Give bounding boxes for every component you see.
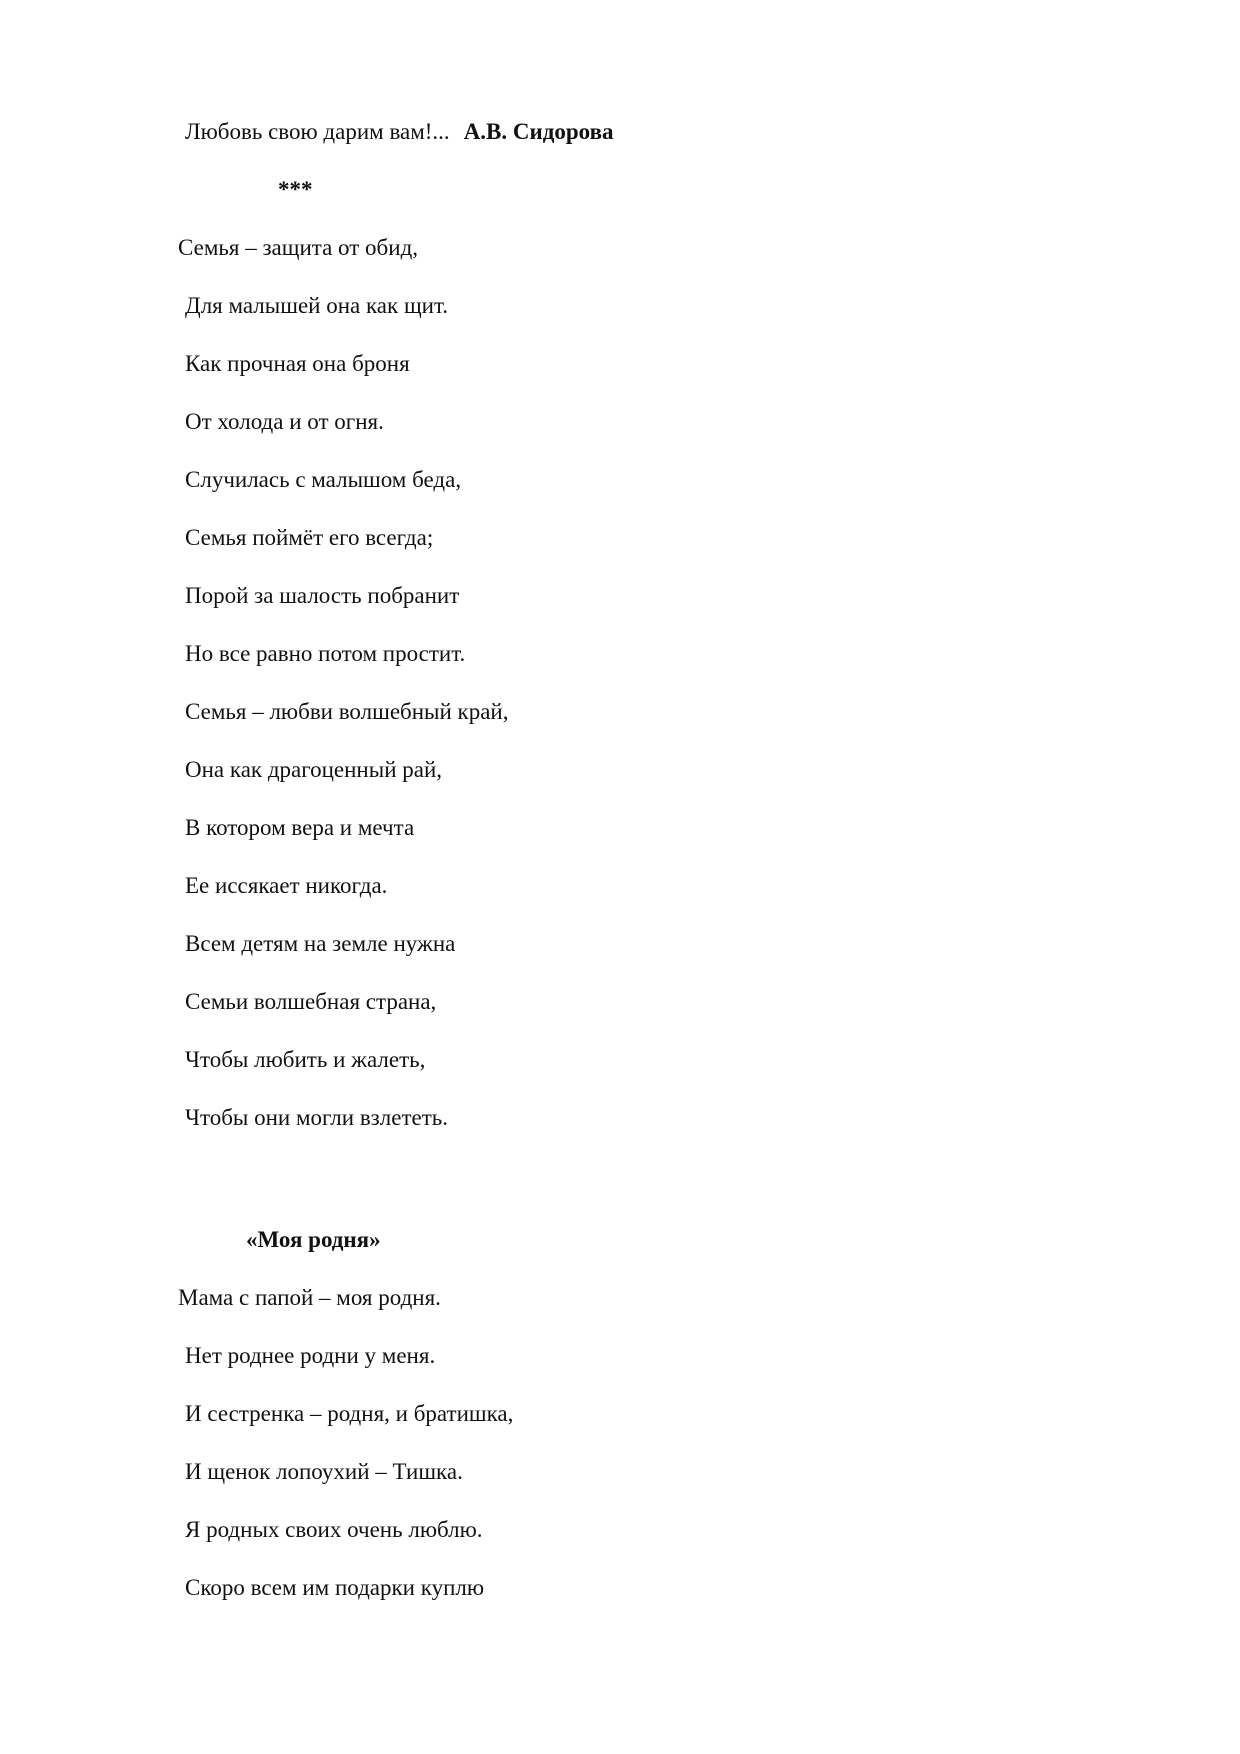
poem2-line: Я родных своих очень люблю. — [185, 1517, 483, 1542]
poem1-line: Чтобы они могли взлететь. — [185, 1105, 449, 1130]
poem1-line: В котором вера и мечта — [185, 815, 415, 840]
poem1-line: От холода и от огня. — [185, 409, 384, 434]
header-title: Любовь свою дарим вам!... — [185, 119, 450, 144]
poem1-title: *** — [278, 177, 313, 202]
poem1-line: Семьи волшебная страна, — [185, 989, 437, 1014]
poem1-line: Случилась с малышом беда, — [185, 467, 462, 492]
poem1-line: Всем детям на земле нужна — [185, 931, 456, 956]
poem2-title: «Моя родня» — [246, 1227, 381, 1252]
poem1-line: Порой за шалость побранит — [185, 583, 460, 608]
poem2-line: Нет роднее родни у меня. — [185, 1343, 436, 1368]
poem2-line: И сестренка – родня, и братишка, — [185, 1401, 514, 1426]
poem1-line: Семья – любви волшебный край, — [185, 699, 509, 724]
document-header — [185, 118, 614, 146]
poem1-line: Ее иссякает никогда. — [185, 873, 388, 898]
poem1-line: Она как драгоценный рай, — [185, 757, 443, 782]
poem2-line: Мама с папой – моя родня. — [178, 1285, 441, 1310]
poem1-line: Для малышей она как щит. — [185, 293, 449, 318]
poem1-line: Семья – защита от обид, — [178, 235, 419, 260]
poem1-line: Но все равно потом простит. — [185, 641, 466, 666]
poem2-line: И щенок лопоухий – Тишка. — [185, 1459, 463, 1484]
poem1-line: Как прочная она броня — [185, 351, 410, 376]
header-author: А.В. Сидорова — [463, 119, 614, 144]
poem1-line: Чтобы любить и жалеть, — [185, 1047, 426, 1072]
poem1-line: Семья поймёт его всегда; — [185, 525, 434, 550]
poem2-line: Скоро всем им подарки куплю — [185, 1575, 485, 1600]
